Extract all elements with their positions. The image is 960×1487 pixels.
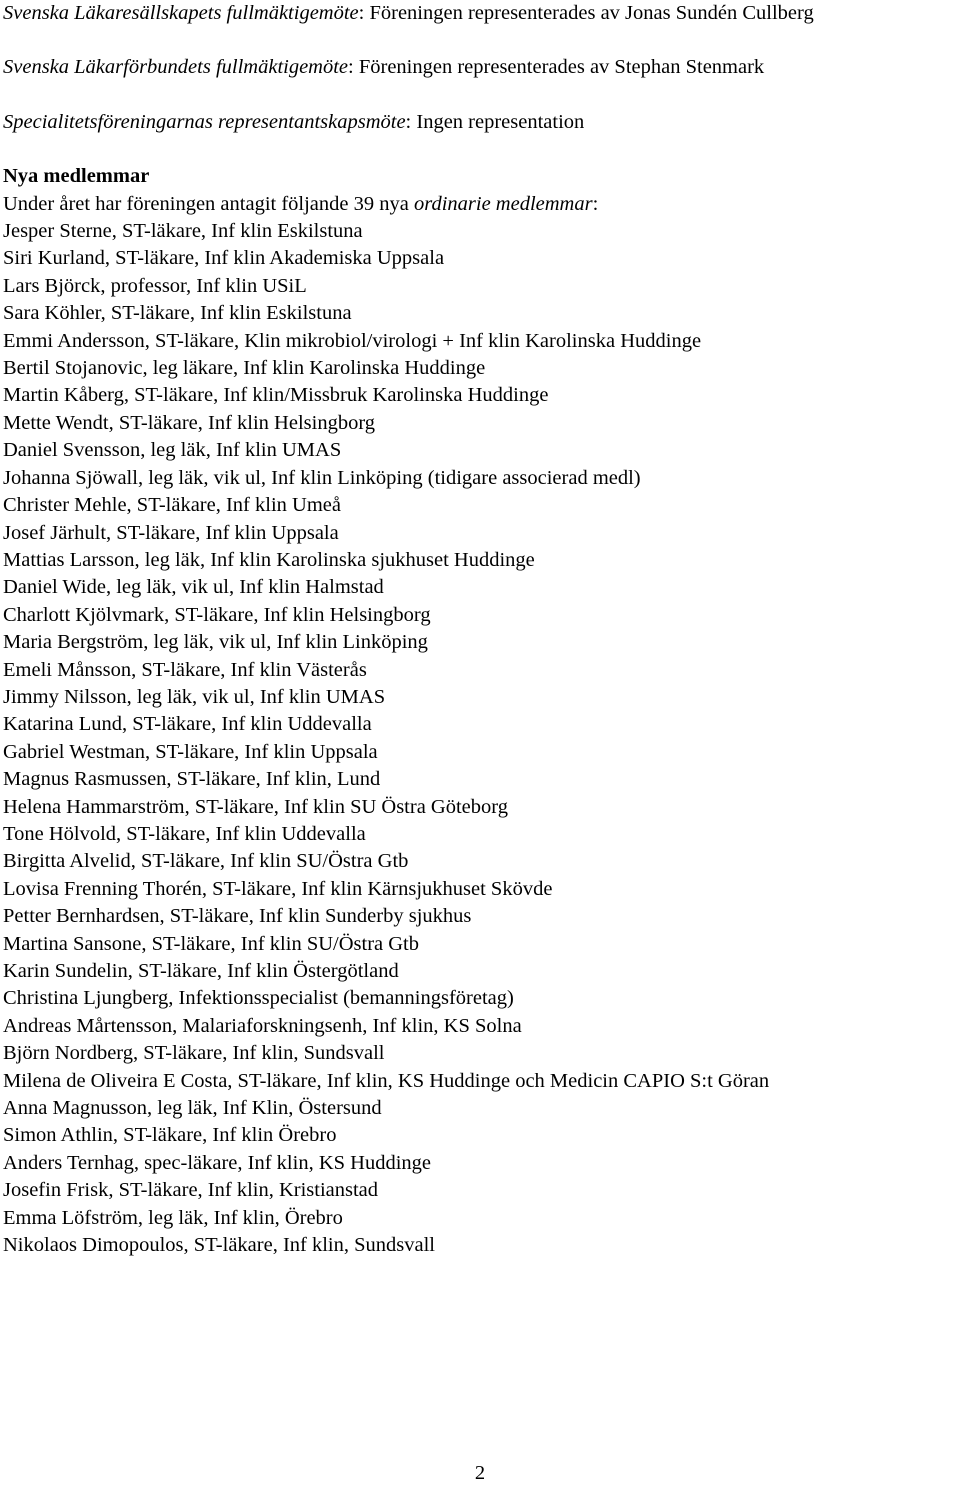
member-list-item: Anders Ternhag, spec-läkare, Inf klin, KS Huddinge bbox=[3, 1151, 431, 1174]
representation-text: Föreningen representerades av Jonas Sundén Cullberg bbox=[369, 2, 814, 24]
member-list-item: Mette Wendt, ST-läkare, Inf klin Helsingborg bbox=[3, 411, 376, 434]
member-list-item: Maria Bergström, leg läk, vik ul, Inf klin Linköping bbox=[3, 631, 428, 654]
document-page bbox=[3, 0, 931, 1259]
members-intro: Under året har föreningen antagit följande 39 nya ordinarie medlemmar: bbox=[3, 192, 599, 215]
member-list-item: Siri Kurland, ST-läkare, Inf klin Akademiska Uppsala bbox=[3, 247, 445, 270]
member-list-item: Simon Athlin, ST-läkare, Inf klin Örebro bbox=[3, 1124, 337, 1147]
section-heading: Nya medlemmar bbox=[3, 165, 150, 188]
member-list-item: Birgitta Alvelid, ST-läkare, Inf klin SU/Östra Gtb bbox=[3, 850, 409, 873]
member-list-item: Anna Magnusson, leg läk, Inf Klin, Östersund bbox=[3, 1097, 382, 1120]
member-list-item: Nikolaos Dimopoulos, ST-läkare, Inf klin, Sundsvall bbox=[3, 1234, 435, 1257]
member-list-item: Lovisa Frenning Thorén, ST-läkare, Inf klin Kärnsjukhuset Skövde bbox=[3, 877, 553, 900]
representation-paragraph: Svenska Läkaresällskapets fullmäktigemöte: Föreningen representerades av Jonas Sundén Cullberg bbox=[3, 2, 814, 24]
member-list-item: Magnus Rasmussen, ST-läkare, Inf klin, Lund bbox=[3, 768, 381, 791]
member-list-item: Lars Björck, professor, Inf klin USiL bbox=[3, 274, 307, 297]
member-list-item: Jesper Sterne, ST-läkare, Inf klin Eskilstuna bbox=[3, 220, 363, 243]
member-list-item: Christina Ljungberg, Infektionsspecialist (bemanningsföretag) bbox=[3, 987, 514, 1010]
member-list-item: Martin Kåberg, ST-läkare, Inf klin/Missbruk Karolinska Huddinge bbox=[3, 384, 549, 407]
representation-label: Specialitetsföreningarnas representantskapsmöte bbox=[3, 110, 406, 133]
member-list-item: Charlott Kjölvmark, ST-läkare, Inf klin Helsingborg bbox=[3, 603, 431, 626]
member-list-item: Gabriel Westman, ST-läkare, Inf klin Uppsala bbox=[3, 740, 378, 763]
representation-label: Svenska Läkarförbundets fullmäktigemöte bbox=[3, 56, 349, 79]
member-list-item: Tone Hölvold, ST-läkare, Inf klin Uddevalla bbox=[3, 822, 366, 845]
member-list-item: Björn Nordberg, ST-läkare, Inf klin, Sundsvall bbox=[3, 1042, 385, 1065]
page-number: 2 bbox=[474, 1462, 486, 1484]
member-list-item: Karin Sundelin, ST-läkare, Inf klin Östergötland bbox=[3, 960, 399, 982]
representation-text: Ingen representation bbox=[416, 110, 585, 133]
representation-text: Föreningen representerades av Stephan Stenmark bbox=[358, 56, 765, 79]
member-list-item: Andreas Mårtensson, Malariaforskningsenh, Inf klin, KS Solna bbox=[3, 1014, 522, 1037]
member-list bbox=[3, 218, 931, 1259]
member-list-item: Emma Löfström, leg läk, Inf klin, Örebro bbox=[3, 1206, 343, 1229]
member-list-item: Helena Hammarström, ST-läkare, Inf klin SU Östra Göteborg bbox=[3, 795, 508, 818]
representation-label: Svenska Läkaresällskapets fullmäktigemöte bbox=[3, 2, 359, 24]
representation-paragraph: Specialitetsföreningarnas representantskapsmöte: Ingen representation bbox=[3, 110, 585, 133]
member-list-item: Daniel Svensson, leg läk, Inf klin UMAS bbox=[3, 439, 342, 462]
member-list-item: Christer Mehle, ST-läkare, Inf klin Umeå bbox=[3, 494, 341, 517]
member-list-item: Martina Sansone, ST-läkare, Inf klin SU/Östra Gtb bbox=[3, 932, 420, 955]
member-list-item: Katarina Lund, ST-läkare, Inf klin Uddevalla bbox=[3, 713, 372, 736]
member-list-item: Petter Bernhardsen, ST-läkare, Inf klin Sunderby sjukhus bbox=[3, 905, 472, 928]
member-list-item: Johanna Sjöwall, leg läk, vik ul, Inf klin Linköping (tidigare associerad medl) bbox=[3, 466, 641, 489]
member-list-item: Josefin Frisk, ST-läkare, Inf klin, Kristianstad bbox=[3, 1179, 379, 1202]
member-list-item: Bertil Stojanovic, leg läkare, Inf klin Karolinska Huddinge bbox=[3, 357, 486, 380]
representation-paragraph: Svenska Läkarförbundets fullmäktigemöte: Föreningen representerades av Stephan Stenmark bbox=[3, 56, 765, 79]
member-list-item: Sara Köhler, ST-läkare, Inf klin Eskilstuna bbox=[3, 302, 352, 325]
member-list-item: Mattias Larsson, leg läk, Inf klin Karolinska sjukhuset Huddinge bbox=[3, 548, 535, 571]
member-list-item: Milena de Oliveira E Costa, ST-läkare, Inf klin, KS Huddinge och Medicin CAPIO S:t Göran bbox=[3, 1069, 770, 1092]
member-list-item: Emeli Månsson, ST-läkare, Inf klin Västerås bbox=[3, 658, 367, 681]
member-list-item: Emmi Andersson, ST-läkare, Klin mikrobiol/virologi + Inf klin Karolinska Huddinge bbox=[3, 329, 702, 352]
member-list-item: Jimmy Nilsson, leg läk, vik ul, Inf klin UMAS bbox=[3, 685, 386, 708]
member-list-item: Josef Järhult, ST-läkare, Inf klin Uppsala bbox=[3, 521, 339, 544]
member-list-item: Daniel Wide, leg läk, vik ul, Inf klin Halmstad bbox=[3, 576, 384, 599]
